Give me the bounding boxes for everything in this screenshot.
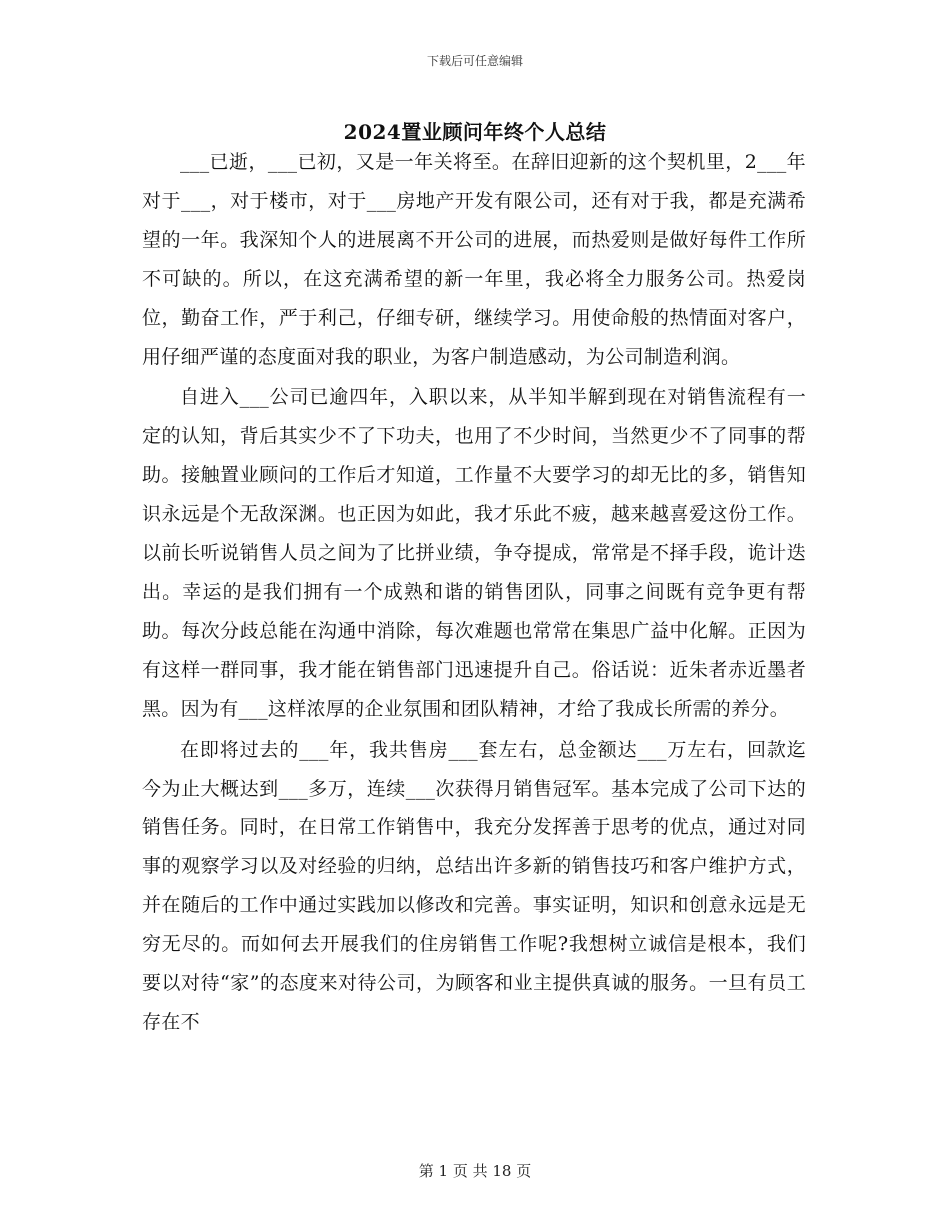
page-footer: 第 1 页 共 18 页 [418, 1162, 532, 1180]
document-body [142, 143, 806, 1042]
page-title: 2024置业顾问年终个人总结 [343, 120, 607, 144]
paragraph-1: ___已逝，___已初，又是一年关将至。在辞旧迎新的这个契机里，2___年对于___，对于楼市，对于___房地产开发有限公司，还有对于我，都是充满希望的一年。我深知个人的进展离不开公司的进展，而热爱则是做好每件工作所不可缺的。所以，在这充满希望的新一年里，我必将全力服务公司。热爱岗位，勤奋工作，严于利己，仔细专研，继续学习。用使命般的热情面对客户，用仔细严谨的态度面对我的职业，为客户制造感动，为公司制造利润。 [142, 151, 806, 368]
header-note: 下载后可任意编辑 [426, 54, 523, 68]
paragraph-2: 自进入___公司已逾四年，入职以来，从半知半解到现在对销售流程有一定的认知，背后其实少不了下功夫，也用了不少时间，当然更少不了同事的帮助。接触置业顾问的工作后才知道，工作量不大要学习的却无比的多，销售知识永远是个无敌深渊。也正因为如此，我才乐此不疲，越来越喜爱这份工作。以前长听说销售人员之间为了比拼业绩，争夺提成，常常是不择手段，诡计迭出。幸运的是我们拥有一个成熟和谐的销售团队，同事之间既有竞争更有帮助。每次分歧总能在沟通中消除，每次难题也常常在集思广益中化解。正因为有这样一群同事，我才能在销售部门迅速提升自己。俗话说：近朱者赤近墨者黑。因为有___这样浓厚的企业氛围和团队精神，才给了我成长所需的养分。 [142, 386, 806, 720]
paragraph-3: 在即将过去的___年，我共售房___套左右，总金额达___万左右，回款迄今为止大概达到___多万，连续___次获得月销售冠军。基本完成了公司下达的销售任务。同时，在日常工作销售中，我充分发挥善于思考的优点，通过对同事的观察学习以及对经验的归纳，总结出许多新的销售技巧和客户维护方式，并在随后的工作中通过实践加以修改和完善。事实证明，知识和创意永远是无穷无尽的。而如何去开展我们的住房销售工作呢?我想树立诚信是根本，我们要以对待“家”的态度来对待公司，为顾客和业主提供真诚的服务。一旦有员工存在不 [142, 738, 806, 1033]
